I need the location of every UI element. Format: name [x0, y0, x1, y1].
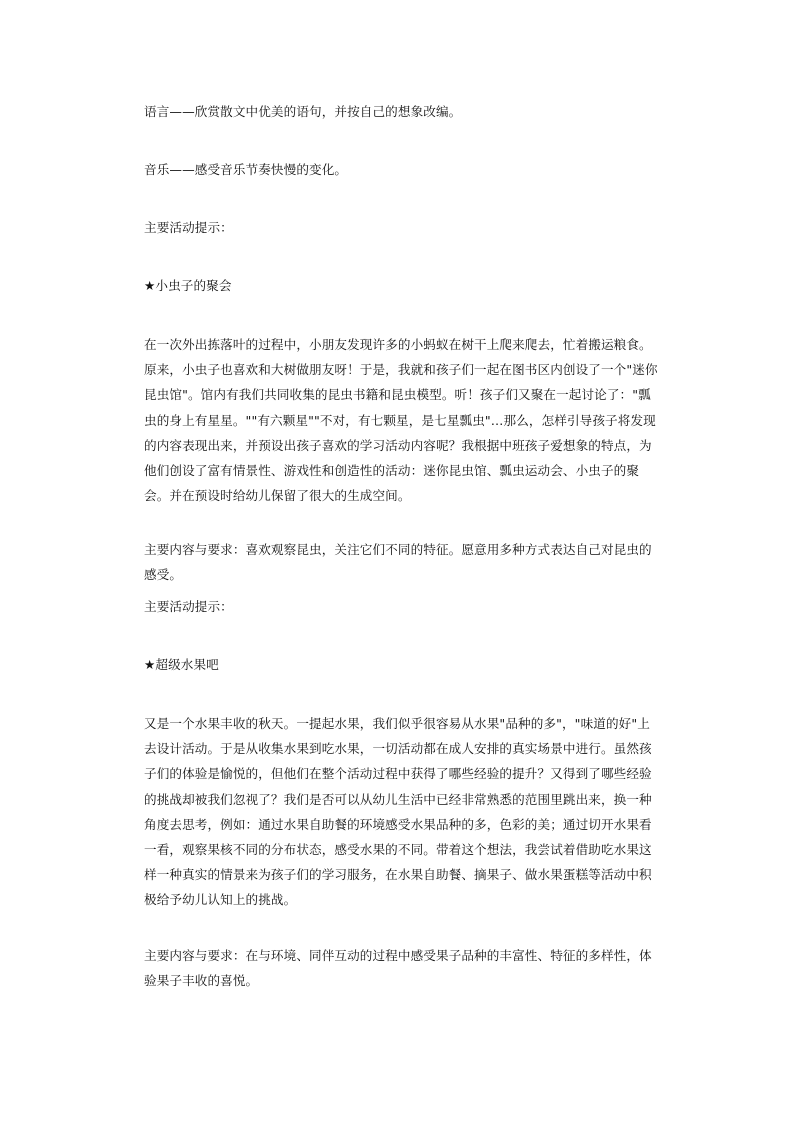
paragraph-language-goal: 语言——欣赏散文中优美的语句，并按自己的想象改编。: [144, 104, 462, 119]
paragraph-insect-requirements: 主要内容与要求：喜欢观察昆虫，关注它们不同的特征。愿意用多种方式表达自己对昆虫的感受。: [144, 542, 652, 583]
paragraph-fruit-bar-body: 又是一个水果丰收的秋天。一提起水果，我们似乎很容易从水果"品种的多"，"味道的好"上去设计活动。于是从收集水果到吃水果，一切活动都在成人安排的真实场景中进行。虽然孩子们的体验是愉悦的，但他们在整个活动过程中获得了哪些经验的提升？又得到了哪些经验的挑战却被我们忽视了？我们是否可以从幼儿生活中已经非常熟悉的范围里跳出来，换一种角度去思考，例如：通过水果自助餐的环境感受水果品种的多，色彩的美；通过切开水果看一看，观察果核不同的分布状态，感受水果的不同。带着这个想法，我尝试着借助吃水果这样一种真实的情景来为孩子们的学习服务，在水果自助餐、摘果子、做水果蛋糕等活动中积极给予幼儿认知上的挑战。: [144, 716, 652, 908]
paragraph-insect-party-body: 在一次外出拣落叶的过程中，小朋友发现许多的小蚂蚁在树干上爬来爬去，忙着搬运粮食。原来，小虫子也喜欢和大树做朋友呀！于是，我就和孩子们一起在图书区内创设了一个"迷你昆虫馆"。馆内有我们共同收集的昆虫书籍和昆虫模型。听！孩子们又聚在一起讨论了："瓢虫的身上有星星。""有六颗星""不对，有七颗星，是七星瓢虫"…那么，怎样引导孩子将发现的内容表现出来，并预设出孩子喜欢的学习活动内容呢？我根据中班孩子爱想象的特点，为他们创设了富有情景性、游戏性和创造性的活动：迷你昆虫馆、瓢虫运动会、小虫子的聚会。并在预设时给幼儿保留了很大的生成空间。: [144, 337, 658, 504]
paragraph-fruit-requirements: 主要内容与要求：在与环境、同伴互动的过程中感受果子品种的丰富性、特征的多样性，体验果子丰收的喜悦。: [144, 948, 652, 989]
section-heading-fruit-bar: ★超级水果吧: [144, 657, 219, 672]
paragraph-activity-hint-2: 主要活动提示：: [144, 599, 233, 614]
section-heading-insect-party: ★小虫子的聚会: [144, 278, 232, 293]
paragraph-activity-hint-1: 主要活动提示：: [144, 220, 233, 235]
paragraph-music-goal: 音乐——感受音乐节奏快慢的变化。: [144, 162, 348, 177]
